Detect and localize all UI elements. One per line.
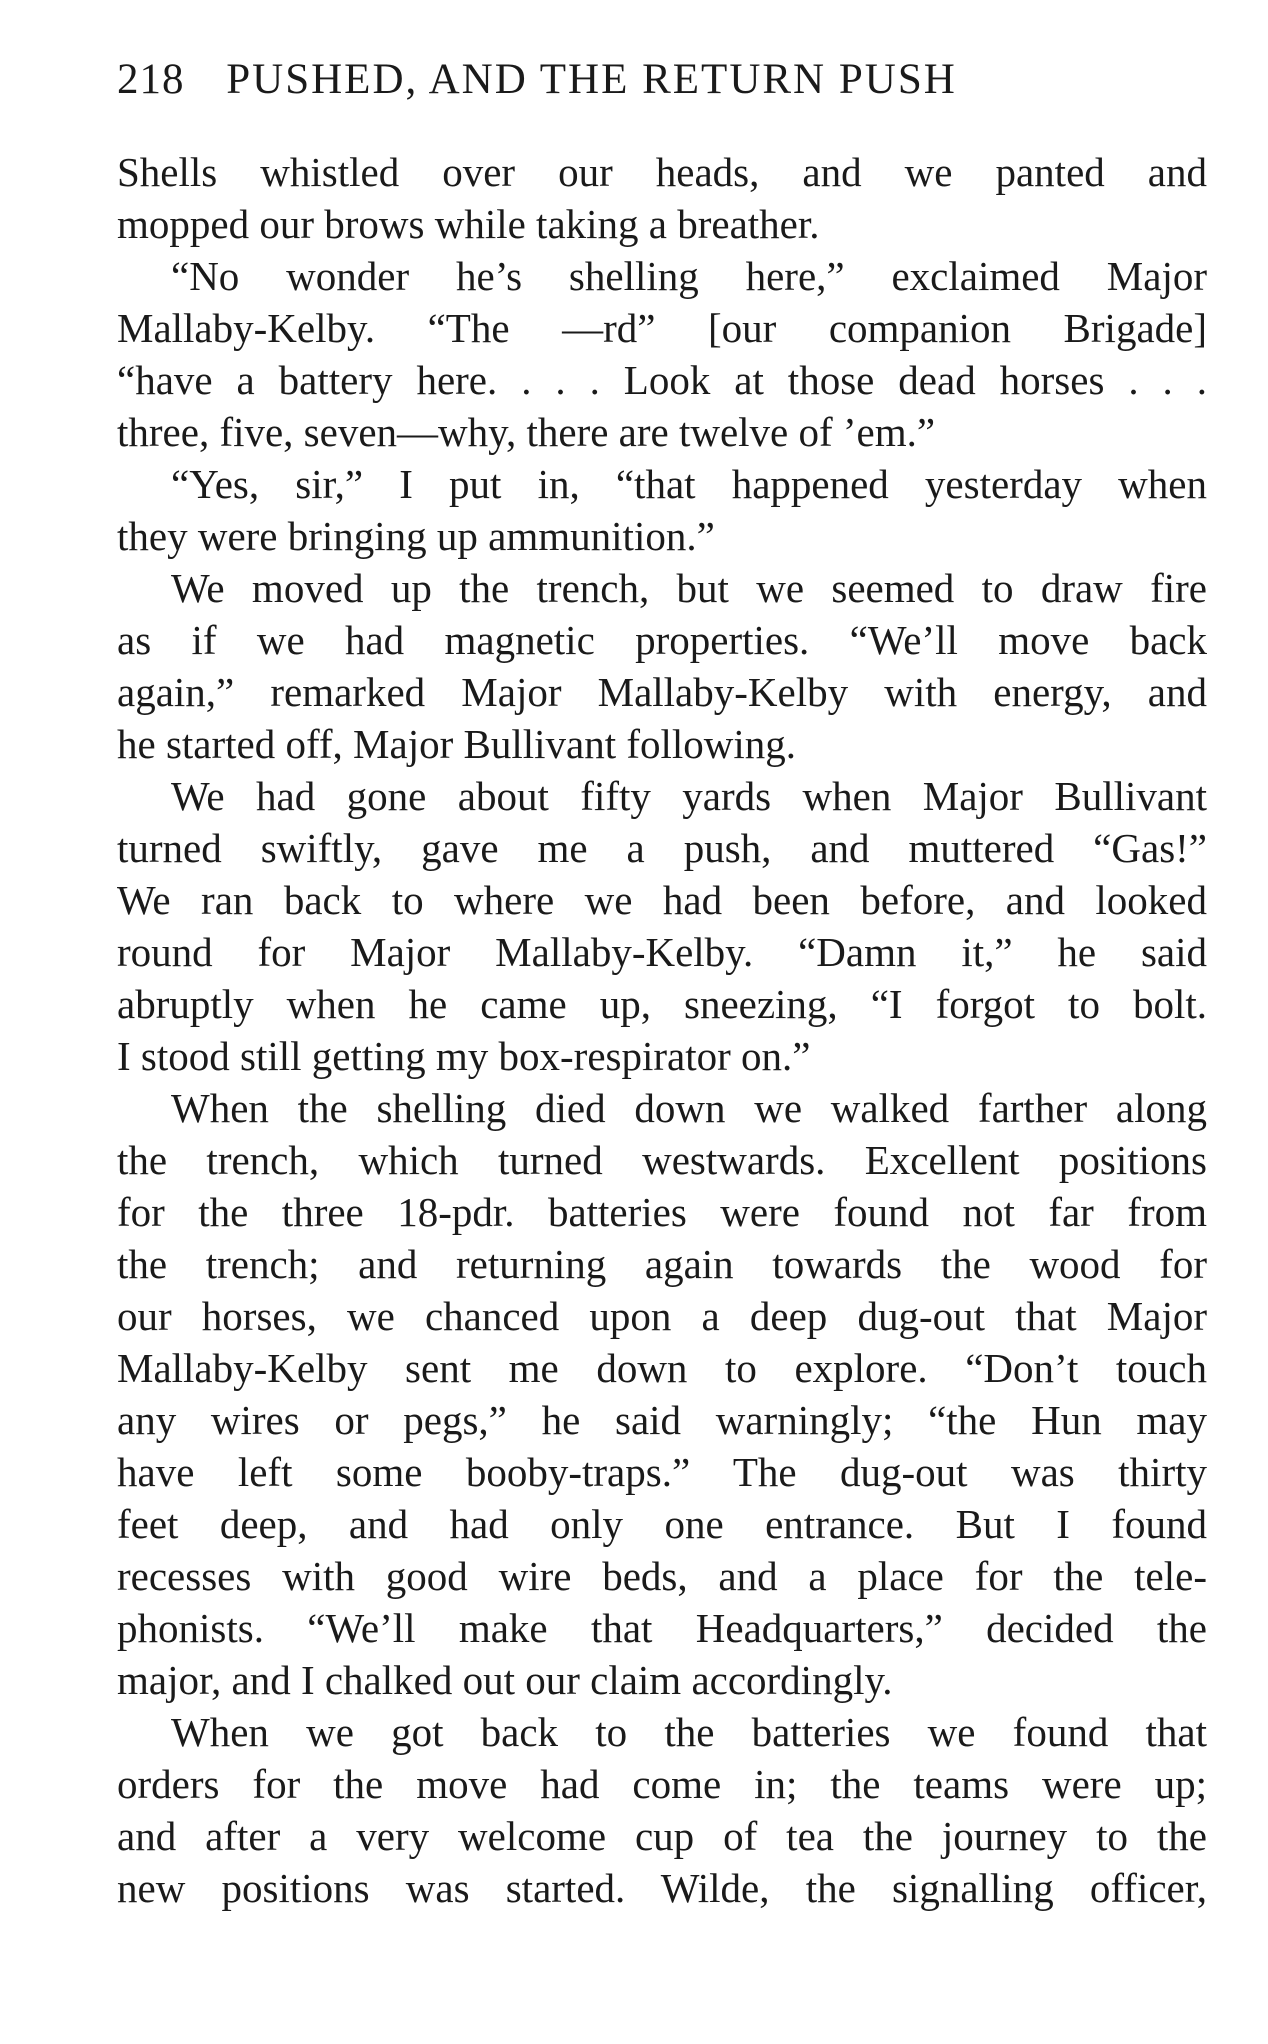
text-line: Shells whistled over our heads, and we panted and (117, 149, 1207, 195)
text-line: We ran back to where we had been before, and looked (117, 877, 1207, 923)
text-line: “have a battery here. . . . Look at those dead horses . . . (117, 357, 1207, 403)
text-line: turned swiftly, gave me a push, and muttered “Gas!” (117, 825, 1207, 871)
text-line: orders for the move had come in; the teams were up; (117, 1761, 1207, 1807)
text-line: the trench, which turned westwards. Excellent positions (117, 1137, 1207, 1183)
running-title: PUSHED, AND THE RETURN PUSH (226, 56, 957, 103)
text-line: I stood still getting my box-respirator on.” (117, 1033, 811, 1079)
text-line: recesses with good wire beds, and a place for the tele- (117, 1553, 1207, 1599)
page-number: 218 (117, 56, 185, 103)
text-line: “No wonder he’s shelling here,” exclaimed Major (171, 253, 1207, 299)
text-line: When the shelling died down we walked farther along (171, 1085, 1207, 1131)
text-line: our horses, we chanced upon a deep dug-out that Major (117, 1293, 1207, 1339)
text-line: have left some booby-traps.” The dug-out was thirty (117, 1449, 1207, 1495)
text-line: they were bringing up ammunition.” (117, 513, 715, 559)
running-head (117, 50, 1157, 110)
text-line: Mallaby-Kelby sent me down to explore. “Don’t touch (117, 1345, 1207, 1391)
text-line: When we got back to the batteries we found that (171, 1709, 1207, 1755)
text-line: mopped our brows while taking a breather. (117, 201, 820, 247)
text-line: Mallaby-Kelby. “The —rd” [our companion Brigade] (117, 305, 1207, 351)
text-line: new positions was started. Wilde, the signalling officer, (117, 1865, 1207, 1911)
text-line: again,” remarked Major Mallaby-Kelby with energy, and (117, 669, 1207, 715)
body-text (117, 146, 1207, 1914)
text-line: feet deep, and had only one entrance. But I found (117, 1501, 1207, 1547)
text-line: he started off, Major Bullivant following. (117, 721, 797, 767)
text-line: and after a very welcome cup of tea the journey to the (117, 1813, 1207, 1859)
text-line: phonists. “We’ll make that Headquarters,” decided the (117, 1605, 1207, 1651)
text-line: abruptly when he came up, sneezing, “I forgot to bolt. (117, 981, 1207, 1027)
text-line: round for Major Mallaby-Kelby. “Damn it,” he said (117, 929, 1207, 975)
text-line: major, and I chalked out our claim accordingly. (117, 1657, 893, 1703)
text-line: as if we had magnetic properties. “We’ll move back (117, 617, 1207, 663)
text-line: We moved up the trench, but we seemed to draw fire (171, 565, 1207, 611)
text-line: “Yes, sir,” I put in, “that happened yesterday when (171, 461, 1207, 507)
text-line: We had gone about fifty yards when Major Bullivant (171, 773, 1207, 819)
text-line: the trench; and returning again towards the wood for (117, 1241, 1207, 1287)
text-line: for the three 18-pdr. batteries were found not far from (117, 1189, 1207, 1235)
text-line: three, five, seven—why, there are twelve of ’em.” (117, 409, 936, 455)
text-line: any wires or pegs,” he said warningly; “the Hun may (117, 1397, 1207, 1443)
